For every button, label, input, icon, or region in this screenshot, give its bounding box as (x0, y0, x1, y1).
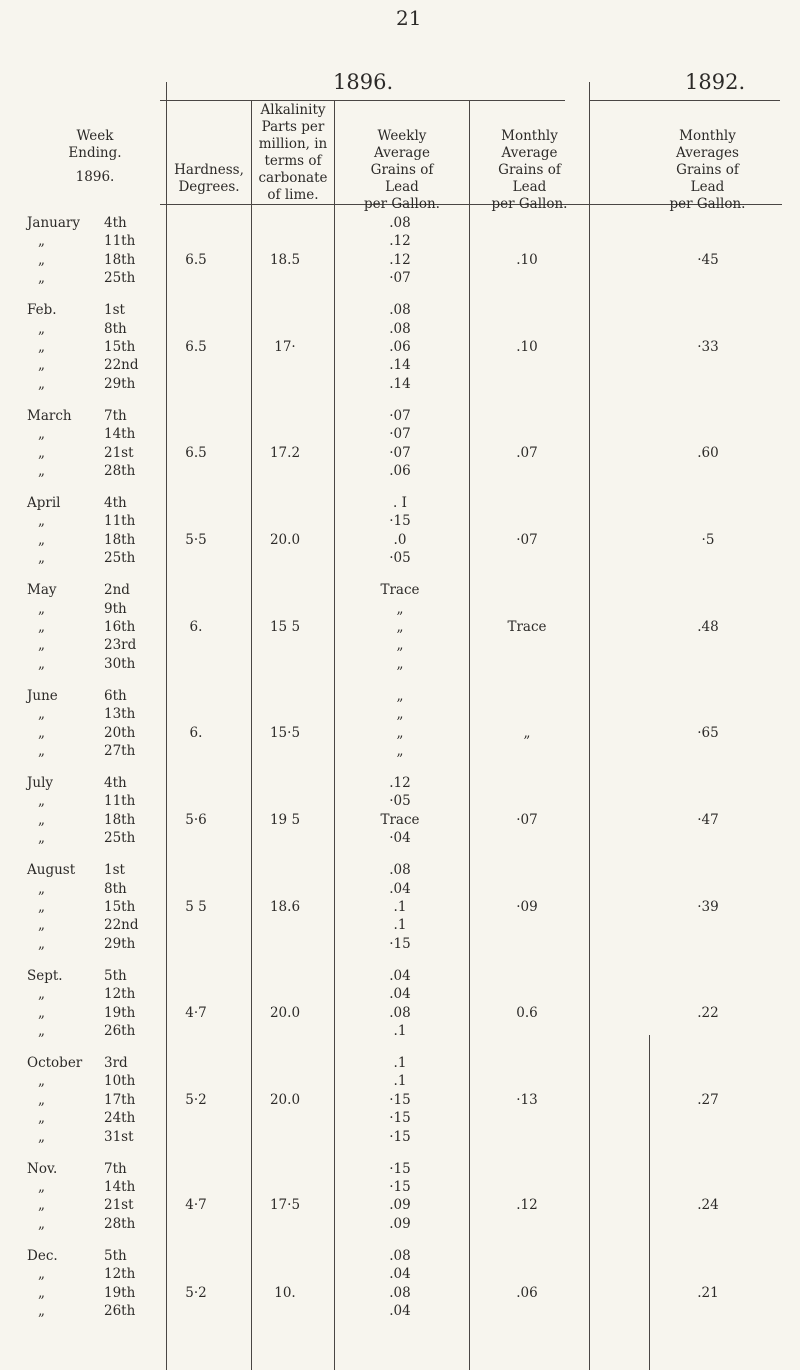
table-row (0, 1004, 800, 1022)
weekly-lead: .12 (389, 251, 411, 268)
weekly-lead: .08 (389, 1004, 411, 1021)
table-row (0, 898, 800, 916)
week-day: 29th (104, 935, 136, 952)
table-row (0, 935, 800, 953)
table-row (0, 494, 800, 512)
hardness-value: 6.5 (185, 339, 207, 355)
weekly-lead: .04 (389, 880, 411, 897)
weekly-lead: .09 (389, 1197, 411, 1214)
header-alkalinity: Alkalinity Parts per million, in terms of carbonate of lime. (258, 102, 328, 203)
weekly-lead: .14 (389, 357, 411, 374)
week-day: 22nd (104, 917, 139, 934)
weekly-lead: „ (396, 655, 404, 672)
week-month: „ (38, 1179, 45, 1195)
week-month: August (27, 862, 76, 879)
table-row (0, 1196, 800, 1214)
table-row (0, 861, 800, 879)
monthly-lead: ·09 (516, 899, 538, 915)
rule-under-1892 (590, 100, 780, 101)
monthly-lead: 0.6 (516, 1004, 538, 1021)
week-month: „ (38, 531, 45, 548)
weekly-lead: ·04 (389, 830, 411, 847)
table-row (0, 549, 800, 567)
week-month: „ (38, 743, 45, 759)
week-month: Nov. (27, 1160, 58, 1177)
week-month: Feb. (27, 302, 57, 319)
table-row (0, 1265, 800, 1283)
week-day: 12th (104, 1266, 136, 1283)
week-day: 24th (104, 1110, 136, 1127)
week-day: 29th (104, 375, 136, 392)
monthly-lead-1892: ·47 (697, 811, 719, 828)
weekly-lead: .08 (389, 862, 411, 879)
week-day: 26th (104, 1023, 136, 1039)
table-row (0, 1215, 800, 1233)
week-month: „ (38, 899, 45, 915)
monthly-lead-1892: ·65 (697, 724, 719, 741)
table-row (0, 425, 800, 443)
table-row (0, 655, 800, 673)
week-month: „ (38, 375, 45, 392)
monthly-lead: .07 (516, 444, 538, 461)
weekly-lead: „ (396, 687, 404, 704)
hardness-value: 5·2 (185, 1091, 207, 1108)
hardness-value: 5·2 (185, 1284, 207, 1301)
monthly-lead-1892: .21 (697, 1284, 719, 1301)
week-day: 12th (104, 986, 136, 1003)
week-month: „ (38, 320, 45, 337)
week-month: „ (38, 811, 45, 828)
week-month: „ (38, 444, 45, 461)
monthly-lead: .10 (516, 339, 538, 355)
week-day: 4th (104, 495, 127, 511)
table-row (0, 618, 800, 636)
hardness-value: 6.5 (185, 444, 207, 461)
weekly-lead: ·07 (389, 270, 411, 287)
hardness-value: 5 5 (185, 899, 207, 915)
week-month: „ (38, 1197, 45, 1214)
table-row (0, 301, 800, 319)
header-monthly-average: Monthly Average Grains of Lead per Gallon. (491, 128, 568, 212)
week-month: Dec. (27, 1247, 58, 1264)
weekly-lead: „ (396, 637, 404, 654)
weekly-lead: ·15 (389, 1179, 411, 1195)
week-day: 25th (104, 270, 136, 287)
table-row (0, 600, 800, 618)
week-month: „ (38, 935, 45, 952)
week-month: „ (38, 655, 45, 672)
week-month: „ (38, 1073, 45, 1090)
weekly-lead: „ (396, 743, 404, 759)
weekly-lead: .04 (389, 1303, 411, 1319)
table-row (0, 251, 800, 269)
week-month: May (27, 582, 57, 599)
table-row (0, 774, 800, 792)
table-row (0, 1072, 800, 1090)
weekly-lead: .1 (393, 917, 407, 934)
week-month: „ (38, 600, 45, 617)
table-row (0, 407, 800, 425)
week-month: „ (38, 1215, 45, 1232)
hardness-value: 5·5 (185, 531, 207, 548)
weekly-lead: ·15 (389, 1128, 411, 1145)
week-month: April (27, 495, 61, 511)
week-day: 21st (104, 444, 134, 461)
weekly-lead: .0 (393, 531, 407, 548)
hardness-value: 6. (189, 619, 203, 635)
table-row (0, 792, 800, 810)
monthly-lead-1892: .60 (697, 444, 719, 461)
weekly-lead: „ (396, 724, 404, 741)
week-month: „ (38, 357, 45, 374)
alkalinity-value: 15·5 (269, 724, 301, 741)
weekly-lead: ·07 (389, 407, 411, 424)
week-month: „ (38, 880, 45, 897)
week-month: „ (38, 917, 45, 934)
week-month: „ (38, 637, 45, 654)
table-row (0, 338, 800, 356)
monthly-lead: ·07 (516, 811, 538, 828)
monthly-lead: .10 (516, 251, 538, 268)
weekly-lead: .09 (389, 1215, 411, 1232)
weekly-lead: Trace (380, 582, 420, 599)
week-day: 18th (104, 251, 136, 268)
alkalinity-value: 17· (274, 339, 296, 355)
week-month: „ (38, 1284, 45, 1301)
week-day: 28th (104, 1215, 136, 1232)
week-day: 18th (104, 531, 136, 548)
table-row (0, 985, 800, 1003)
weekly-lead: ·15 (389, 1091, 411, 1108)
week-day: 21st (104, 1197, 134, 1214)
week-day: 31st (104, 1128, 134, 1145)
weekly-lead: ·07 (389, 426, 411, 443)
table-row (0, 705, 800, 723)
week-day: 1st (104, 862, 125, 879)
week-day: 4th (104, 215, 127, 231)
monthly-lead: „ (523, 724, 531, 741)
hardness-value: 5·6 (185, 811, 207, 828)
week-month: „ (38, 706, 45, 723)
week-day: 15th (104, 899, 136, 915)
table-row (0, 724, 800, 742)
week-month: „ (38, 830, 45, 847)
weekly-lead: .08 (389, 1284, 411, 1301)
monthly-lead: ·07 (516, 531, 538, 548)
week-day: 10th (104, 1073, 136, 1090)
weekly-lead: „ (396, 706, 404, 723)
table-row (0, 462, 800, 480)
header-monthly-averages-1892: Monthly Averages Grains of Lead per Gallon. (669, 128, 746, 212)
week-month: „ (38, 251, 45, 268)
alkalinity-value: 20.0 (269, 1004, 301, 1021)
year-1892: 1892. (685, 70, 746, 94)
table-row (0, 1022, 800, 1040)
week-month: Sept. (27, 967, 63, 984)
weekly-lead: ·15 (389, 1160, 411, 1177)
weekly-lead: .08 (389, 215, 411, 231)
monthly-lead-1892: .27 (697, 1091, 719, 1108)
week-day: 2nd (104, 582, 130, 599)
page-number: 21 (396, 6, 422, 30)
week-day: 17th (104, 1091, 136, 1108)
week-day: 28th (104, 463, 136, 479)
weekly-lead: .08 (389, 1247, 411, 1264)
week-day: 6th (104, 687, 127, 704)
week-month: „ (38, 426, 45, 443)
week-day: 14th (104, 1179, 136, 1195)
table-row (0, 636, 800, 654)
week-day: 25th (104, 830, 136, 847)
table-row (0, 916, 800, 934)
week-day: 25th (104, 550, 136, 567)
table-row (0, 687, 800, 705)
week-day: 4th (104, 775, 127, 791)
table-row (0, 967, 800, 985)
week-day: 15th (104, 339, 136, 355)
alkalinity-value: 17.2 (269, 444, 301, 461)
weekly-lead: .08 (389, 320, 411, 337)
week-day: 11th (104, 513, 136, 530)
year-1896: 1896. (333, 70, 394, 94)
monthly-lead-1892: ·33 (697, 339, 719, 355)
table-row (0, 811, 800, 829)
weekly-lead: ·07 (389, 444, 411, 461)
week-day: 5th (104, 1247, 127, 1264)
monthly-lead: ·13 (516, 1091, 538, 1108)
table-row (0, 1302, 800, 1320)
alkalinity-value: 19 5 (269, 811, 301, 828)
table-row (0, 880, 800, 898)
week-day: 7th (104, 407, 127, 424)
weekly-lead: .1 (393, 1023, 407, 1039)
table-row (0, 512, 800, 530)
week-month: „ (38, 619, 45, 635)
alkalinity-value: 20.0 (269, 531, 301, 548)
alkalinity-value: 15 5 (269, 619, 301, 635)
week-day: 3rd (104, 1055, 128, 1071)
table-row (0, 1160, 800, 1178)
alkalinity-value: 10. (274, 1284, 296, 1301)
alkalinity-value: 17·5 (269, 1197, 301, 1214)
monthly-lead-1892: ·39 (697, 899, 719, 915)
monthly-lead: Trace (507, 619, 547, 635)
weekly-lead: Trace (380, 811, 420, 828)
week-month: „ (38, 513, 45, 530)
week-month: „ (38, 550, 45, 567)
table-row (0, 232, 800, 250)
week-month: January (27, 215, 80, 231)
week-day: 18th (104, 811, 136, 828)
alkalinity-value: 18.6 (269, 899, 301, 915)
week-month: October (27, 1055, 83, 1071)
alkalinity-value: 20.0 (269, 1091, 301, 1108)
table-row (0, 829, 800, 847)
header-weekly-average: Weekly Average Grains of Lead per Gallon. (364, 128, 440, 212)
week-month: „ (38, 1004, 45, 1021)
weekly-lead: ·15 (389, 935, 411, 952)
table-row (0, 1247, 800, 1265)
week-month: „ (38, 1266, 45, 1283)
weekly-lead: ·05 (389, 550, 411, 567)
weekly-lead: ·15 (389, 513, 411, 530)
table-row (0, 444, 800, 462)
table-row (0, 581, 800, 599)
week-day: 1st (104, 302, 125, 319)
weekly-lead: .12 (389, 775, 411, 791)
weekly-lead: ·15 (389, 1110, 411, 1127)
week-month: „ (38, 1128, 45, 1145)
week-day: 9th (104, 600, 127, 617)
week-day: 26th (104, 1303, 136, 1319)
week-day: 22nd (104, 357, 139, 374)
monthly-lead-1892: .48 (697, 619, 719, 635)
week-month: „ (38, 1023, 45, 1039)
weekly-lead: .04 (389, 1266, 411, 1283)
hardness-value: 4·7 (185, 1004, 207, 1021)
week-day: 14th (104, 426, 136, 443)
week-month: „ (38, 233, 45, 250)
alkalinity-value: 18.5 (269, 251, 301, 268)
monthly-lead: .06 (516, 1284, 538, 1301)
weekly-lead: . I (393, 495, 407, 511)
hardness-value: 4·7 (185, 1197, 207, 1214)
table-row (0, 214, 800, 232)
table-row (0, 269, 800, 287)
weekly-lead: .1 (393, 1073, 407, 1090)
table-row (0, 742, 800, 760)
week-day: 16th (104, 619, 136, 635)
monthly-lead-1892: ·45 (697, 251, 719, 268)
week-month: „ (38, 1303, 45, 1319)
week-day: 13th (104, 706, 136, 723)
table-row (0, 1091, 800, 1109)
week-month: „ (38, 1091, 45, 1108)
week-day: 27th (104, 743, 136, 759)
table-row (0, 1128, 800, 1146)
weekly-lead: .08 (389, 302, 411, 319)
week-day: 19th (104, 1004, 136, 1021)
monthly-lead-1892: .24 (697, 1197, 719, 1214)
weekly-lead: .06 (389, 339, 411, 355)
hardness-value: 6.5 (185, 251, 207, 268)
weekly-lead: „ (396, 600, 404, 617)
table-row (0, 1109, 800, 1127)
week-day: 30th (104, 655, 136, 672)
weekly-lead: .04 (389, 986, 411, 1003)
week-month: „ (38, 1110, 45, 1127)
week-day: 19th (104, 1284, 136, 1301)
week-month: „ (38, 339, 45, 355)
weekly-lead: .04 (389, 967, 411, 984)
week-day: 23rd (104, 637, 137, 654)
table-row (0, 1178, 800, 1196)
week-month: June (27, 687, 58, 704)
week-month: „ (38, 270, 45, 287)
monthly-lead-1892: .22 (697, 1004, 719, 1021)
weekly-lead: „ (396, 619, 404, 635)
header-hardness: Hardness, Degrees. (174, 162, 244, 195)
week-month: „ (38, 724, 45, 741)
week-day: 11th (104, 793, 136, 810)
table-row (0, 1054, 800, 1072)
monthly-lead: .12 (516, 1197, 538, 1214)
week-month: „ (38, 463, 45, 479)
week-day: 8th (104, 320, 127, 337)
week-month: July (27, 775, 54, 791)
weekly-lead: .14 (389, 375, 411, 392)
table-row (0, 356, 800, 374)
table-row (0, 531, 800, 549)
rule-under-1896 (160, 100, 565, 101)
week-month: „ (38, 986, 45, 1003)
monthly-lead-1892: ·5 (701, 531, 715, 548)
table-row (0, 375, 800, 393)
header-week-ending: Week Ending. 1896. (68, 128, 122, 185)
weekly-lead: .1 (393, 1055, 407, 1071)
week-month: March (27, 407, 72, 424)
week-day: 7th (104, 1160, 127, 1177)
weekly-lead: ·05 (389, 793, 411, 810)
weekly-lead: .1 (393, 899, 407, 915)
table-row (0, 1284, 800, 1302)
week-day: 11th (104, 233, 136, 250)
week-day: 5th (104, 967, 127, 984)
week-day: 8th (104, 880, 127, 897)
weekly-lead: .06 (389, 463, 411, 479)
weekly-lead: .12 (389, 233, 411, 250)
week-month: „ (38, 793, 45, 810)
week-day: 20th (104, 724, 136, 741)
hardness-value: 6. (189, 724, 203, 741)
table-row (0, 320, 800, 338)
